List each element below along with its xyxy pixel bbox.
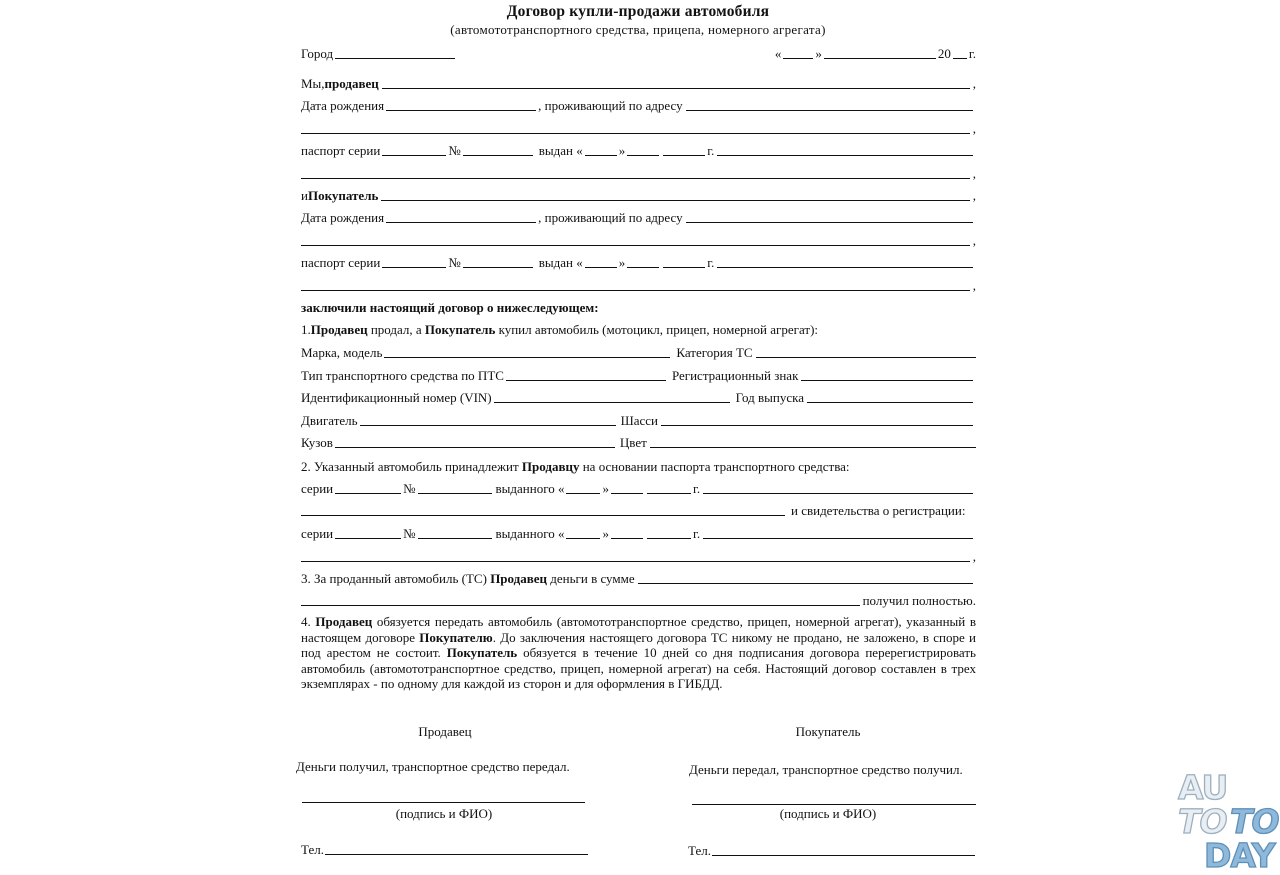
seller-name-field <box>382 76 970 89</box>
buyer-issued-year-field <box>663 255 705 268</box>
city-field <box>335 46 455 59</box>
seller-address-line2 <box>301 119 976 136</box>
agreement-heading <box>301 298 976 315</box>
seller-issued-by-field-2 <box>301 166 970 179</box>
seller-name-row <box>301 74 976 91</box>
date-quote-open: « <box>774 46 782 61</box>
year-of-manufacture-field <box>807 390 973 403</box>
pts-series-label: серии <box>301 481 334 496</box>
buyer-issued-day-field <box>585 255 617 268</box>
buyer-role: Покупатель <box>307 188 379 203</box>
seller-birth-label: Дата рождения <box>301 98 385 113</box>
watermark-line-2b: TO <box>1230 802 1279 841</box>
reg-sign-label: Регистрационный знак <box>671 368 799 383</box>
clause-1-mid: продал, а <box>367 322 425 337</box>
reg-sign-field <box>801 368 973 381</box>
color-field <box>650 435 976 448</box>
year-suffix: г. <box>968 46 976 61</box>
buyer-passport-row <box>301 253 976 270</box>
year-prefix: 20 <box>937 46 951 61</box>
buyer-intro: и <box>301 188 308 203</box>
buyer-signature-title: Покупатель <box>795 724 861 739</box>
reg-cert-number-field <box>418 526 492 539</box>
buyer-passport-number-field <box>463 255 533 268</box>
clause-3-line2 <box>301 591 976 608</box>
pts-row <box>301 479 976 496</box>
clause-4-part2: . До заключения настоящего договора ТС никому не продано, не заложено, в споре и под арестом не состоит. <box>301 629 976 660</box>
buyer-phone-row <box>688 841 978 858</box>
pts-number-label: № <box>403 481 416 496</box>
make-model-row <box>301 343 976 360</box>
comma: , <box>972 166 976 181</box>
buyer-issued-line2 <box>301 276 976 293</box>
year-of-manufacture-label: Год выпуска <box>735 390 804 405</box>
buyer-phone-label: Тел. <box>688 843 711 858</box>
year-label: г. <box>692 526 701 541</box>
comma: , <box>972 76 976 91</box>
reg-cert-number-label: № <box>403 526 416 541</box>
clause-4-paragraph <box>301 614 976 692</box>
seller-issued-year-field <box>663 143 705 156</box>
chassis-label: Шасси <box>620 413 658 428</box>
reg-cert-issued-day-field <box>566 526 600 539</box>
body-row <box>301 433 976 450</box>
clause-3-row <box>301 569 976 586</box>
seller-signature-caption: (подпись и ФИО) <box>395 806 493 821</box>
clause-1-seller: Продавец <box>310 322 368 337</box>
clause-4-buyer-dat: Покупателю <box>419 629 493 645</box>
buyer-name-field <box>381 188 969 201</box>
seller-birth-row <box>301 96 976 113</box>
buyer-birth-row <box>301 208 976 225</box>
date-month-field <box>824 46 936 59</box>
buyer-phone-field <box>712 843 975 856</box>
reg-cert-row <box>301 524 976 541</box>
buyer-passport-series-field <box>382 255 446 268</box>
vin-row <box>301 388 976 405</box>
make-model-field <box>384 345 670 358</box>
buyer-address-field-2 <box>301 233 970 246</box>
buyer-birth-field <box>386 210 536 223</box>
clause-4-part1: обязуется передать автомобиль (автомототранспортное средство, прицеп, номерной агрегат), указанный в настоящем договоре <box>301 614 977 645</box>
quote-close: » <box>602 481 609 496</box>
seller-signature-line <box>302 801 585 803</box>
vehicle-type-field <box>506 368 666 381</box>
buyer-issued-by-field <box>717 255 973 268</box>
clause-4-part3: обязуется в течение 10 дней со дня подписания договора перерегистрировать автомобиль (автомототранспортное средство, прицеп, номерной агрегат) на себя. Настоящий договор составлен в трех экземплярах - по одному для каждой из сторон и для оформления в ГИБДД. <box>301 645 976 691</box>
category-label: Категория ТС <box>676 345 753 360</box>
document-subtitle: (автомототранспортного средства, прицепа, номерного агрегата) <box>450 22 826 37</box>
vehicle-type-label: Тип транспортного средства по ПТС <box>301 368 504 383</box>
document-title: Договор купли-продажи автомобиля <box>506 3 770 20</box>
seller-passport-label: паспорт серии <box>301 143 381 158</box>
city-label: Город <box>301 46 334 61</box>
vin-label: Идентификационный номер (VIN) <box>301 390 492 405</box>
buyer-address-label: , проживающий по адресу <box>538 210 683 225</box>
seller-passport-row <box>301 141 976 158</box>
clause-2-intro <box>301 457 976 474</box>
seller-passport-number-field <box>463 143 533 156</box>
buyer-address-line2 <box>301 231 976 248</box>
body-label: Кузов <box>301 435 333 450</box>
clause-3-prefix: 3. За проданный автомобиль (ТС) <box>301 571 491 586</box>
pts-issued-label: выданного « <box>495 481 565 496</box>
date-day-field <box>783 46 813 59</box>
clause-4-buyer: Покупатель <box>446 645 518 660</box>
clause-2-prefix: 2. Указанный автомобиль принадлежит <box>301 459 522 474</box>
reg-cert-line2 <box>301 547 976 564</box>
seller-statement: Деньги получил, транспортное средство передал. <box>296 759 570 774</box>
watermark-line-3: DAY <box>1204 836 1275 875</box>
engine-label: Двигатель <box>301 413 358 428</box>
reg-cert-issued-year-field <box>647 526 691 539</box>
agreement-heading-text: заключили настоящий договор о нижеследующем: <box>301 300 599 315</box>
seller-issued-by-field <box>717 143 973 156</box>
comma: , <box>972 233 976 248</box>
clause-4-prefix: 4. <box>301 614 316 629</box>
amount-field <box>638 571 973 584</box>
quote-close: » <box>602 526 609 541</box>
seller-passport-series-field <box>382 143 446 156</box>
buyer-passport-label: паспорт серии <box>301 255 381 270</box>
seller-issued-day-field <box>585 143 617 156</box>
seller-birth-field <box>386 98 536 111</box>
buyer-number-label: № <box>448 255 461 270</box>
reg-cert-issued-month-field <box>611 526 643 539</box>
date-quote-close: » <box>815 46 822 61</box>
seller-issued-label: выдан « <box>538 143 583 158</box>
reg-cert-label: и свидетельства о регистрации: <box>791 503 966 518</box>
pts-line2-row <box>301 501 976 518</box>
watermark-line-2a: TO <box>1178 802 1227 841</box>
seller-phone-row <box>301 840 591 857</box>
watermark-line-1: AU <box>1178 768 1228 807</box>
received-in-full: получил полностью. <box>862 593 976 608</box>
seller-role: продавец <box>324 76 379 91</box>
comma: , <box>972 121 976 136</box>
reg-cert-series-label: серии <box>301 526 334 541</box>
reg-cert-issued-by-field <box>703 526 973 539</box>
buyer-issued-by-field-2 <box>301 278 970 291</box>
year-label: г. <box>707 255 715 270</box>
amount-words-field <box>301 593 860 606</box>
buyer-issued-label: выдан « <box>538 255 583 270</box>
color-label: Цвет <box>619 435 647 450</box>
clause-2-seller: Продавцу <box>521 459 580 474</box>
buyer-signature-line <box>692 803 976 805</box>
make-model-label: Марка, модель <box>301 345 383 360</box>
pts-issued-by-field <box>703 481 973 494</box>
buyer-signature-caption: (подпись и ФИО) <box>779 806 877 821</box>
quote-close: » <box>618 255 626 270</box>
clause-1-buyer: Покупатель <box>424 322 496 337</box>
clause-1-intro <box>301 320 976 337</box>
buyer-name-row <box>301 186 976 203</box>
clause-1-suffix: купил автомобиль (мотоцикл, прицеп, номерной агрегат): <box>495 322 819 337</box>
clause-2-suffix: на основании паспорта транспортного средства: <box>579 459 850 474</box>
clause-3-seller: Продавец <box>490 571 548 586</box>
reg-cert-series-field <box>335 526 401 539</box>
pts-series-field <box>335 481 401 494</box>
body-field <box>335 435 615 448</box>
seller-address-field <box>686 98 973 111</box>
comma: , <box>972 549 976 564</box>
seller-phone-label: Тел. <box>301 842 324 857</box>
engine-field <box>360 413 616 426</box>
pts-issued-by-field-2 <box>301 503 785 516</box>
seller-address-field-2 <box>301 121 970 134</box>
buyer-statement: Деньги передал, транспортное средство получил. <box>689 762 963 777</box>
pts-issued-month-field <box>611 481 643 494</box>
vin-field <box>494 390 730 403</box>
autotoday-watermark-logo <box>1170 768 1280 875</box>
pts-issued-day-field <box>566 481 600 494</box>
buyer-birth-label: Дата рождения <box>301 210 385 225</box>
reg-cert-issued-by-field-2 <box>301 549 970 562</box>
pts-number-field <box>418 481 492 494</box>
quote-close: » <box>618 143 626 158</box>
year-field <box>953 46 967 59</box>
buyer-address-field <box>686 210 973 223</box>
chassis-field <box>661 413 973 426</box>
comma: , <box>972 278 976 293</box>
buyer-issued-month-field <box>627 255 659 268</box>
category-field <box>756 345 976 358</box>
seller-number-label: № <box>448 143 461 158</box>
seller-intro: Мы, <box>301 76 325 91</box>
pts-issued-year-field <box>647 481 691 494</box>
clause-4-seller: Продавец <box>315 614 373 629</box>
year-label: г. <box>692 481 701 496</box>
reg-cert-issued-label: выданного « <box>495 526 565 541</box>
vehicle-type-row <box>301 366 976 383</box>
seller-address-label: , проживающий по адресу <box>538 98 683 113</box>
clause-1-prefix: 1. <box>301 322 311 337</box>
seller-signature-title: Продавец <box>418 724 472 739</box>
seller-issued-line2 <box>301 164 976 181</box>
city-date-row <box>301 44 976 61</box>
comma: , <box>972 188 976 203</box>
seller-issued-month-field <box>627 143 659 156</box>
seller-phone-field <box>325 842 588 855</box>
engine-row <box>301 411 976 428</box>
clause-3-suffix: деньги в сумме <box>547 571 635 586</box>
year-label: г. <box>707 143 715 158</box>
